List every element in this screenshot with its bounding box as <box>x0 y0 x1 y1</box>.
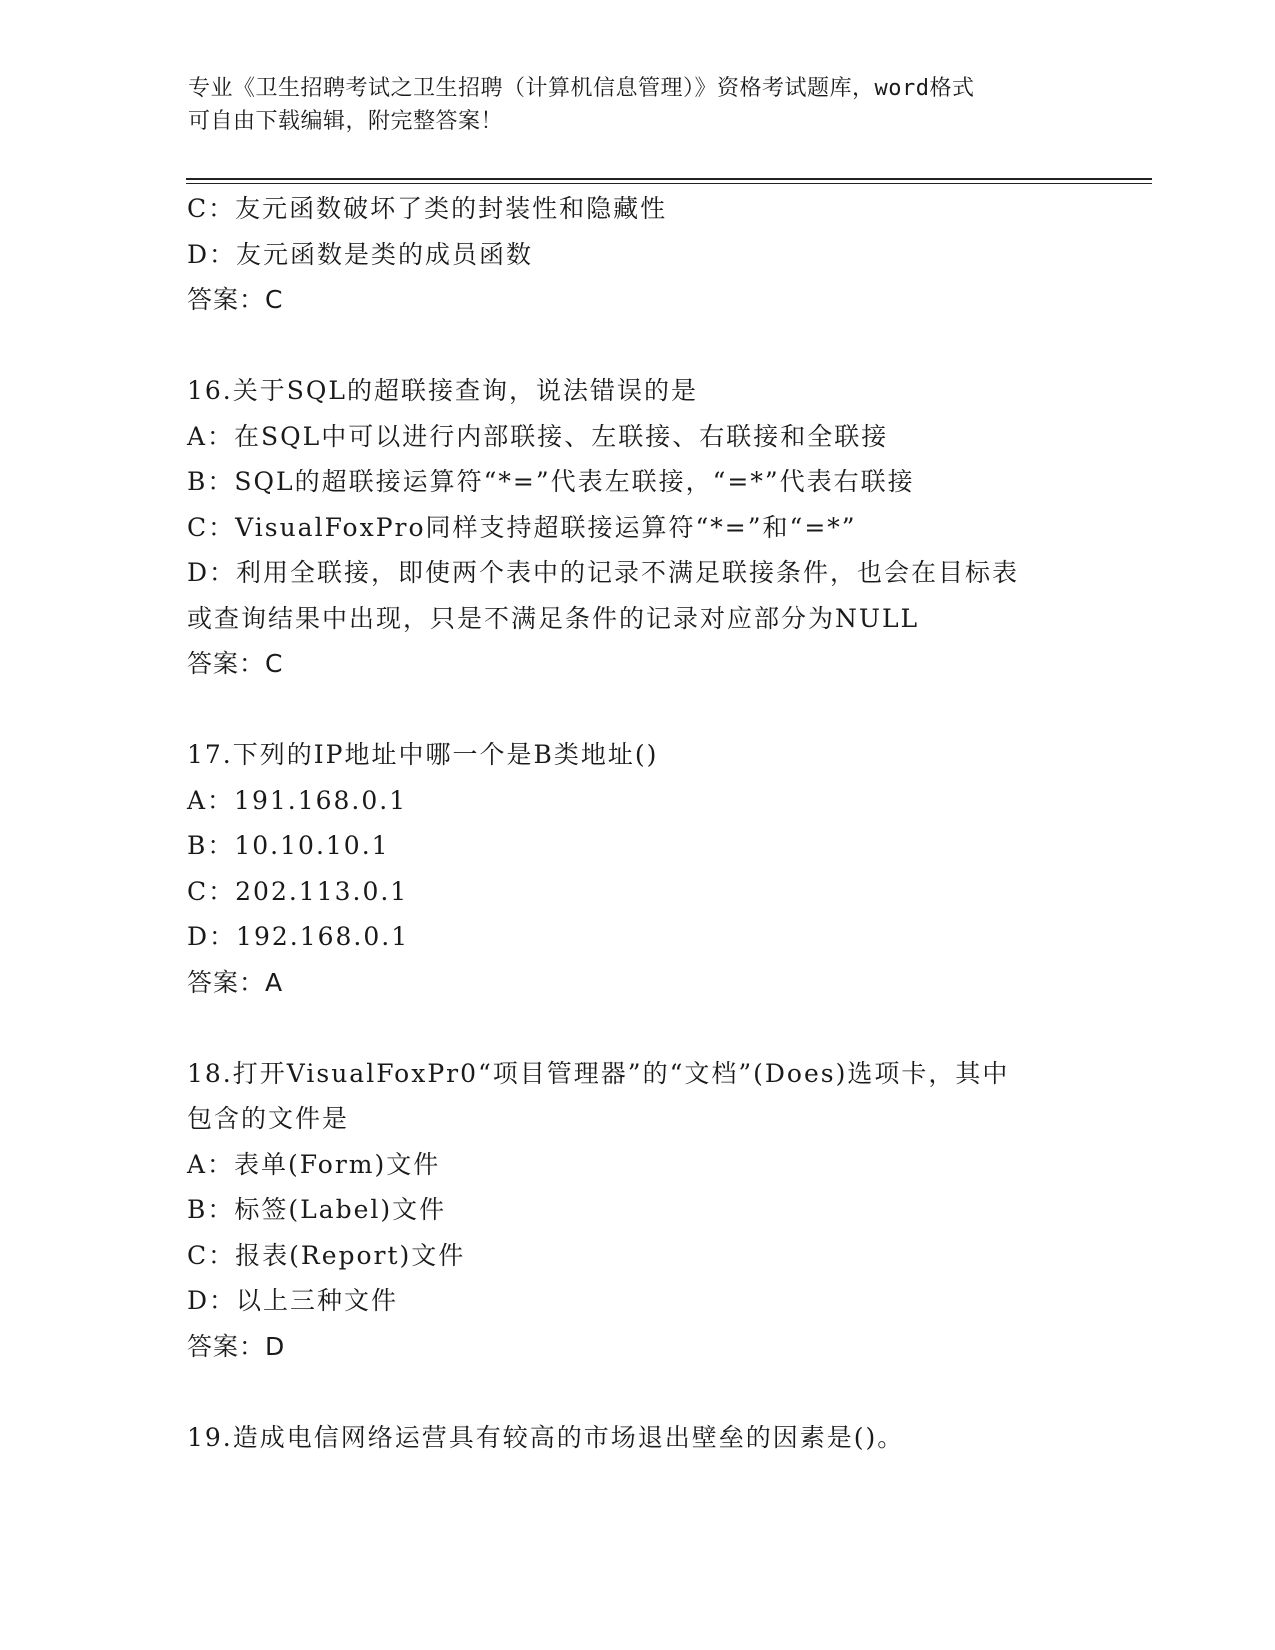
option-b: B：SQL的超联接运算符“*=”代表左联接，“=*”代表右联接 <box>187 467 915 496</box>
question-stem: 19.造成电信网络运营具有较高的市场退出壁垒的因素是()。 <box>187 1422 905 1452</box>
option-a: A：191.168.0.1 <box>187 785 408 815</box>
question-16 <box>187 368 1087 687</box>
answer: 答案：A <box>187 967 284 997</box>
header-line-1: 专业《卫生招聘考试之卫生招聘（计算机信息管理）》资格考试题库，word格式 <box>188 76 975 101</box>
option-c: C：报表(Report)文件 <box>187 1240 466 1270</box>
option-d: D：利用全联接，即使两个表中的记录不满足联接条件，也会在目标表 <box>187 558 1020 587</box>
option-a: A：在SQL中可以进行内部联接、左联接、右联接和全联接 <box>187 421 889 451</box>
answer: 答案：C <box>187 285 284 314</box>
option-d: D：192.168.0.1 <box>187 922 410 951</box>
option-d-continued: 或查询结果中出现，只是不满足条件的记录对应部分为NULL <box>187 603 920 633</box>
header-rule-thick <box>186 178 1152 180</box>
option-b: B：10.10.10.1 <box>187 831 390 860</box>
document-header <box>188 72 1088 138</box>
header-rule-thin <box>186 183 1152 184</box>
option-c: C：友元函数破坏了类的封装性和隐藏性 <box>187 194 668 223</box>
answer: 答案：C <box>187 649 284 678</box>
question-18 <box>187 1051 1087 1370</box>
answer: 答案：D <box>187 1331 286 1361</box>
option-c: C：VisualFoxPro同样支持超联接运算符“*=”和“=*” <box>187 512 857 542</box>
option-d: D：友元函数是类的成员函数 <box>187 239 534 269</box>
spacer <box>187 1369 1087 1415</box>
option-c: C：202.113.0.1 <box>187 876 409 906</box>
question-stem-continued: 包含的文件是 <box>187 1104 350 1133</box>
question-17 <box>187 732 1087 1005</box>
question-15 <box>187 186 1087 323</box>
option-b: B：标签(Label)文件 <box>187 1195 447 1224</box>
spacer <box>187 1005 1087 1051</box>
option-d: D：以上三种文件 <box>187 1286 399 1315</box>
option-a: A：表单(Form)文件 <box>187 1149 441 1179</box>
question-stem: 18.打开VisualFoxPr0“项目管理器”的“文档”(Does)选项卡，其中 <box>187 1058 1010 1088</box>
question-19 <box>187 1415 1087 1461</box>
header-line-2: 可自由下载编辑，附完整答案！ <box>188 109 504 134</box>
spacer <box>187 687 1087 733</box>
question-list <box>187 186 1087 1460</box>
spacer <box>187 323 1087 369</box>
question-stem: 17.下列的IP地址中哪一个是B类地址() <box>187 740 659 769</box>
question-stem: 16.关于SQL的超联接查询，说法错误的是 <box>187 376 698 405</box>
